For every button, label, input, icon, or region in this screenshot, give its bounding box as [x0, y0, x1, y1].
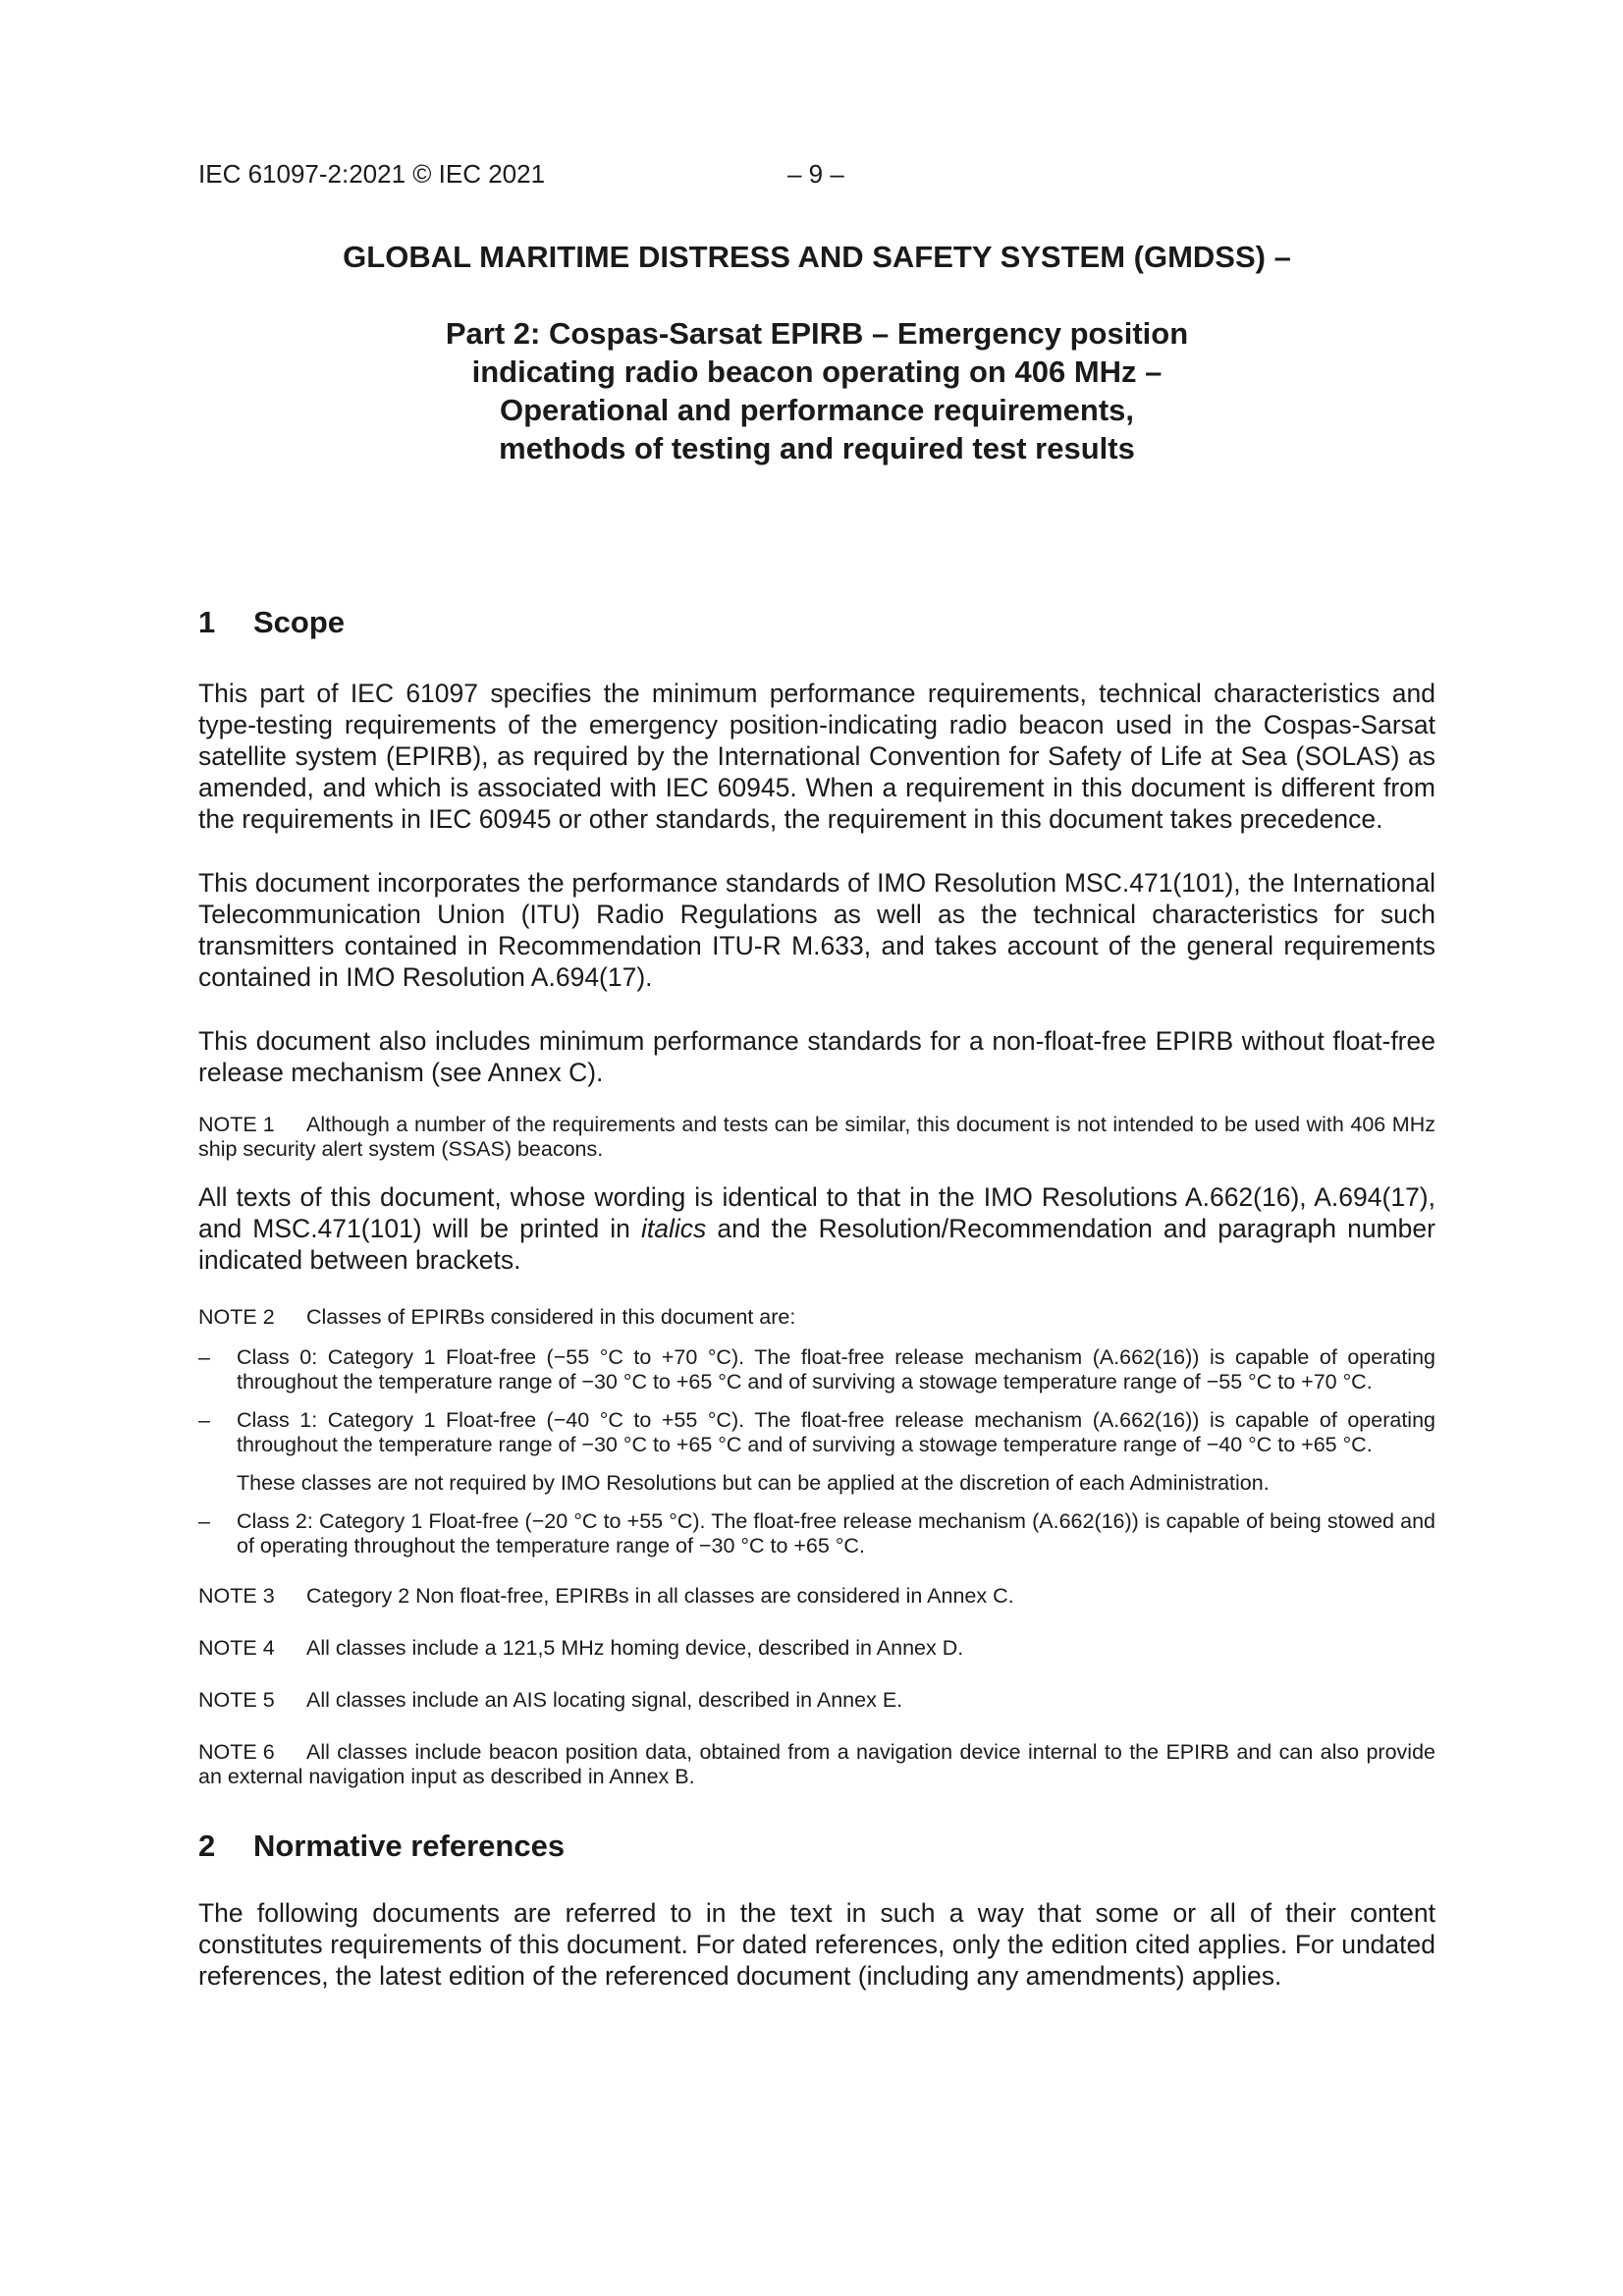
section-1-heading	[198, 603, 1435, 642]
main-title: GLOBAL MARITIME DISTRESS AND SAFETY SYSTEM (GMDSS) –	[343, 240, 1291, 274]
document-reference: IEC 61097-2:2021 © IEC 2021	[198, 159, 546, 189]
note-5	[198, 1688, 1435, 1713]
paragraph-text: and the Resolution/Recommendation and paragraph number indicated between brackets.	[198, 1214, 1435, 1275]
sub-title-line: methods of testing and required test results	[499, 431, 1135, 465]
scope-paragraph-3: This document also includes minimum performance standards for a non-float-free EPIRB without float-free release mechanism (see Annex C).	[198, 1026, 1435, 1087]
note-text: Category 2 Non float-free, EPIRBs in all classes are considered in Annex C.	[306, 1584, 1014, 1608]
list-item-text: Class 1: Category 1 Float-free (−40 °C to +55 °C). The float-free release mechanism (A.662(16)) is capable of operating throughout the temperature range of −30 °C to +65 °C and of surviving a stowage temperature range of −40 °C to +65 °C.	[237, 1408, 1435, 1456]
class-2-item	[198, 1509, 1435, 1558]
scope-paragraph-4	[198, 1181, 1435, 1276]
note-label: NOTE 5	[198, 1688, 275, 1712]
note-3	[198, 1584, 1435, 1609]
paragraph-text: All texts of this document, whose wording is identical to that in the IMO Resolutions A.662(16), A.694(17), and MSC.471(101) will be printed in	[198, 1182, 1435, 1243]
note-4	[198, 1636, 1435, 1661]
scope-paragraph-1: This part of IEC 61097 specifies the minimum performance requirements, technical characteristics and type-testing requirements of the emergency position-indicating radio beacon used in the Cospas-Sarsat satellite system (EPIRB), as required by the International Convention for Safety of Life at Sea (SOLAS) as amended, and which is associated with IEC 60945. When a requirement in this document is different from the requirements in IEC 60945 or other standards, the requirement in this document takes precedence.	[198, 679, 1435, 834]
note-label: NOTE 2	[198, 1305, 275, 1329]
sub-title-line: Part 2: Cospas-Sarsat EPIRB – Emergency position	[445, 316, 1189, 351]
note-label: NOTE 4	[198, 1636, 275, 1660]
note-1	[198, 1113, 1435, 1162]
document-body	[198, 603, 1435, 1992]
normative-references-paragraph: The following documents are referred to in the text in such a way that some or all of their content constitutes requirements of this document. For dated references, only the edition cited applies. For undated references, the latest edition of the referenced document (including any amendments) applies.	[198, 1898, 1435, 1991]
sub-title-line: indicating radio beacon operating on 406 MHz –	[471, 355, 1163, 389]
list-dash: –	[198, 1408, 210, 1432]
section-title: Scope	[253, 605, 346, 639]
section-title: Normative references	[253, 1829, 566, 1863]
page-number: – 9 –	[787, 159, 844, 189]
sub-title-line: Operational and performance requirements,	[499, 393, 1134, 427]
page-header	[198, 159, 1435, 192]
scope-paragraph-2: This document incorporates the performance standards of IMO Resolution MSC.471(101), the International Telecommunication Union (ITU) Radio Regulations as well as the technical characteristics for such transmitters contained in Recommendation ITU-R M.633, and takes account of the general requirements contained in IMO Resolution A.694(17).	[198, 868, 1435, 992]
list-dash: –	[198, 1509, 210, 1533]
note-text: Classes of EPIRBs considered in this document are:	[306, 1305, 796, 1329]
note-label: NOTE 3	[198, 1584, 275, 1608]
list-item-text: Class 2: Category 1 Float-free (−20 °C to +55 °C). The float-free release mechanism (A.662(16)) is capable of being stowed and of operating throughout the temperature range of −30 °C to +65 °C.	[237, 1509, 1435, 1558]
note-6	[198, 1740, 1435, 1789]
class-0-item	[198, 1345, 1435, 1394]
section-number: 2	[198, 1829, 216, 1863]
list-item-text: Class 0: Category 1 Float-free (−55 °C to +70 °C). The float-free release mechanism (A.662(16)) is capable of operating throughout the temperature range of −30 °C to +65 °C and of surviving a stowage temperature range of −55 °C to +70 °C.	[237, 1345, 1435, 1394]
class-1-item	[198, 1408, 1435, 1457]
sub-title	[198, 314, 1435, 467]
note-text: All classes include a 121,5 MHz homing device, described in Annex D.	[306, 1636, 964, 1660]
note-2	[198, 1305, 1435, 1330]
note-label: NOTE 1	[198, 1113, 275, 1136]
section-number: 1	[198, 605, 216, 639]
note-text: Although a number of the requirements and tests can be similar, this document is not intended to be used with 406 MHz ship security alert system (SSAS) beacons.	[198, 1113, 1435, 1161]
note-text: All classes include an AIS locating signal, described in Annex E.	[306, 1688, 903, 1712]
section-2-heading	[198, 1827, 1435, 1866]
list-dash: –	[198, 1345, 210, 1369]
classes-note: These classes are not required by IMO Resolutions but can be applied at the discretion of each Administration.	[237, 1471, 1270, 1495]
note-label: NOTE 6	[198, 1740, 275, 1764]
italics-word: italics	[641, 1214, 707, 1243]
note-text: All classes include beacon position data, obtained from a navigation device internal to the EPIRB and can also provide an external navigation input as described in Annex B.	[198, 1740, 1435, 1788]
